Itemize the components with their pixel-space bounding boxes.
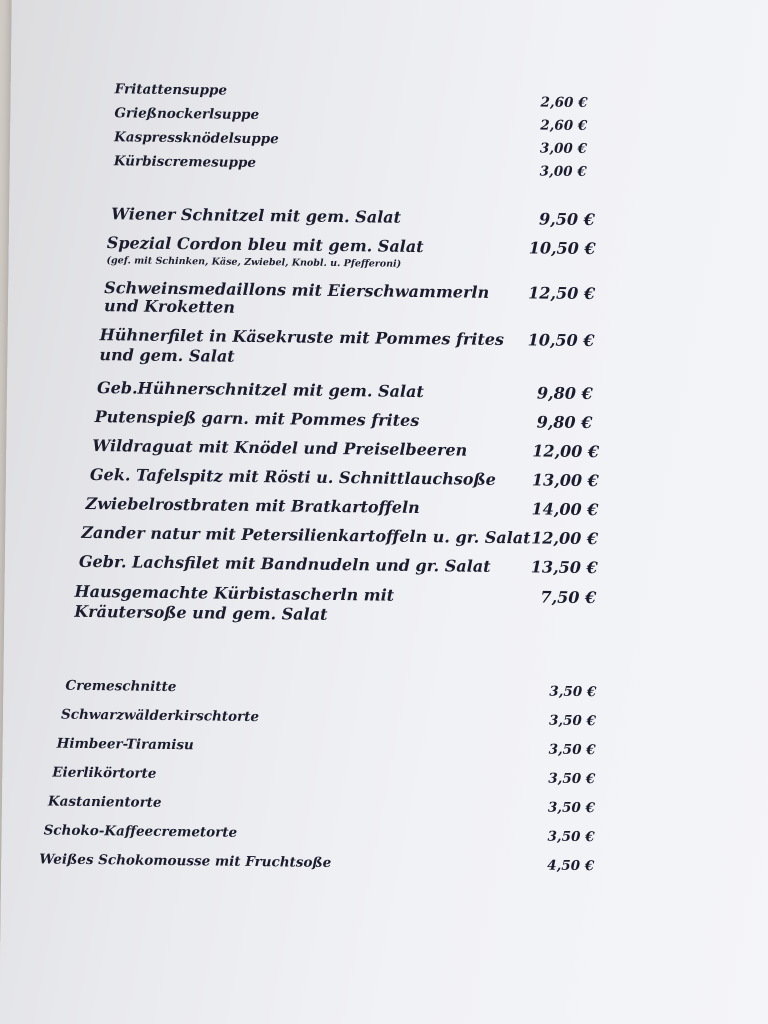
item-name: Fritattensuppe bbox=[114, 81, 228, 99]
item-name: Hühnerfilet in Käsekruste mit Pommes frites bbox=[99, 325, 505, 350]
item-price: 3,50 € bbox=[548, 712, 597, 730]
item-price: 4,50 € bbox=[547, 857, 595, 875]
item-name: Wildraguat mit Knödel und Preiselbeeren bbox=[92, 436, 468, 460]
item-name-line2: und gem. Salat bbox=[99, 345, 235, 366]
item-name: Schoko-Kaffeecremetorte bbox=[43, 822, 238, 841]
item-name: Grießnockerlsuppe bbox=[114, 105, 260, 124]
item-name-line2: und Kroketten bbox=[103, 296, 236, 317]
item-price: 3,50 € bbox=[548, 741, 596, 759]
item-name-line2: Kräutersoße und gem. Salat bbox=[74, 601, 328, 624]
item-name: Zander natur mit Petersilienkartoffeln u. gr. Salat bbox=[81, 522, 531, 548]
item-price: 9,50 € bbox=[539, 209, 595, 230]
item-price: 14,00 € bbox=[531, 499, 599, 520]
item-name: Kaspressknödelsuppe bbox=[113, 129, 279, 148]
item-name: Weißes Schokomousse mit Fruchtsoße bbox=[39, 851, 332, 871]
item-price: 13,50 € bbox=[530, 557, 598, 578]
item-price: 3,50 € bbox=[549, 683, 597, 701]
item-name: Geb.Hühnerschnitzel mit gem. Salat bbox=[96, 378, 424, 402]
item-name: Gek. Tafelspitz mit Rösti u. Schnittlauchsoße bbox=[89, 464, 496, 489]
item-price: 12,00 € bbox=[531, 528, 599, 549]
item-price: 13,00 € bbox=[531, 470, 599, 491]
item-price: 2,60 € bbox=[540, 117, 588, 135]
item-name: Wiener Schnitzel mit gem. Salat bbox=[111, 204, 402, 227]
item-name: Schwarzwälderkirschtorte bbox=[60, 706, 260, 726]
item-name: Gebr. Lachsfilet mit Bandnudeln und gr. Salat bbox=[78, 551, 491, 576]
item-price: 9,80 € bbox=[536, 383, 593, 404]
item-price: 3,50 € bbox=[547, 799, 596, 817]
item-name: Kastanientorte bbox=[47, 793, 162, 811]
item-name: Putenspieß garn. mit Pommes frites bbox=[94, 407, 420, 431]
item-name: Schweinsmedaillons mit Eierschwammerln bbox=[104, 278, 490, 302]
item-name: Hausgemachte Kürbistascherln mit bbox=[74, 581, 395, 605]
item-price: 3,50 € bbox=[548, 770, 596, 788]
item-price: 10,50 € bbox=[528, 238, 596, 259]
item-name: Spezial Cordon bleu mit gem. Salat bbox=[106, 233, 424, 257]
item-price: 3,50 € bbox=[547, 828, 595, 846]
item-price: 7,50 € bbox=[540, 587, 597, 608]
item-name: Eierlikörtorte bbox=[52, 764, 157, 782]
item-price: 9,80 € bbox=[536, 412, 593, 433]
item-name: Zwiebelrostbraten mit Bratkartoffeln bbox=[85, 493, 420, 518]
item-name: Kürbiscremesuppe bbox=[113, 153, 257, 171]
item-price: 3,00 € bbox=[539, 163, 587, 181]
item-price: 12,00 € bbox=[532, 441, 600, 462]
item-price: 10,50 € bbox=[527, 330, 595, 351]
item-note: (gef. mit Schinken, Käse, Zwiebel, Knobl. u. Pfefferoni) bbox=[106, 255, 402, 270]
item-name: Cremeschnitte bbox=[65, 677, 177, 696]
item-price: 2,60 € bbox=[540, 94, 588, 112]
item-name: Himbeer-Tiramisu bbox=[56, 735, 194, 754]
item-price: 12,50 € bbox=[528, 283, 596, 304]
item-price: 3,00 € bbox=[539, 140, 588, 158]
